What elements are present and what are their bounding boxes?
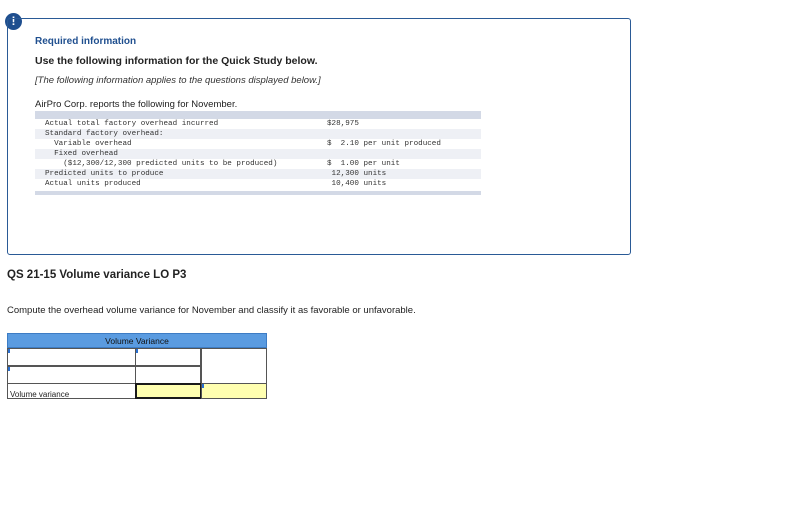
table-top-bar [35, 111, 481, 119]
instruction-text: Use the following information for the Quick Study below. [35, 55, 318, 67]
volume-variance-amount-input[interactable] [135, 383, 202, 399]
row-label: ($12,300/12,300 predicted units to be produced) [45, 160, 278, 168]
row-label: Variable overhead [45, 140, 132, 148]
required-information-title: Required information [35, 36, 137, 47]
favorable-unfavorable-select[interactable] [201, 383, 267, 399]
alert-icon: ! [5, 13, 22, 30]
cell-value [136, 355, 138, 364]
row-value: 12,300 units [327, 170, 387, 178]
cell-value [137, 391, 139, 400]
row1-col2-input[interactable] [135, 348, 201, 366]
row2-col1-input[interactable] [7, 366, 136, 384]
cell-value [8, 373, 10, 382]
question-title: QS 21-15 Volume variance LO P3 [7, 269, 187, 281]
row-label: Actual total factory overhead incurred [45, 120, 219, 128]
row2-col2-cell [135, 366, 201, 384]
table-row [35, 139, 481, 149]
row-value: $ 1.00 per unit [327, 160, 400, 168]
input-marker-icon [8, 349, 10, 353]
row-value: 10,400 units [327, 180, 387, 188]
table-row [35, 179, 481, 189]
cell-value [202, 390, 204, 399]
volume-variance-label-cell [7, 383, 136, 399]
row-label: Fixed overhead [45, 150, 118, 158]
table-row [35, 159, 481, 169]
input-marker-icon [136, 349, 138, 353]
row1-col3-cell [201, 348, 267, 384]
table-row [35, 149, 481, 159]
table-row [35, 129, 481, 139]
row-label: Predicted units to produce [45, 170, 164, 178]
cell-value [8, 355, 10, 364]
row-label: Standard factory overhead: [45, 130, 164, 138]
volume-variance-label: Volume variance [10, 390, 70, 399]
overhead-data-table [35, 111, 481, 195]
applies-note: [The following information applies to the questions displayed below.] [35, 75, 321, 86]
row-value: $28,975 [327, 120, 359, 128]
row1-col1-input[interactable] [7, 348, 136, 366]
intro-text: AirPro Corp. reports the following for November. [35, 99, 238, 110]
grid-header: Volume Variance [7, 333, 267, 348]
row-value: $ 2.10 per unit produced [327, 140, 441, 148]
input-marker-icon [202, 384, 204, 388]
table-bottom-bar [35, 191, 481, 195]
input-marker-icon [8, 367, 10, 371]
table-row [35, 169, 481, 179]
question-prompt: Compute the overhead volume variance for November and classify it as favorable or unfavorable. [7, 305, 416, 316]
table-row [35, 119, 481, 129]
row-label: Actual units produced [45, 180, 141, 188]
